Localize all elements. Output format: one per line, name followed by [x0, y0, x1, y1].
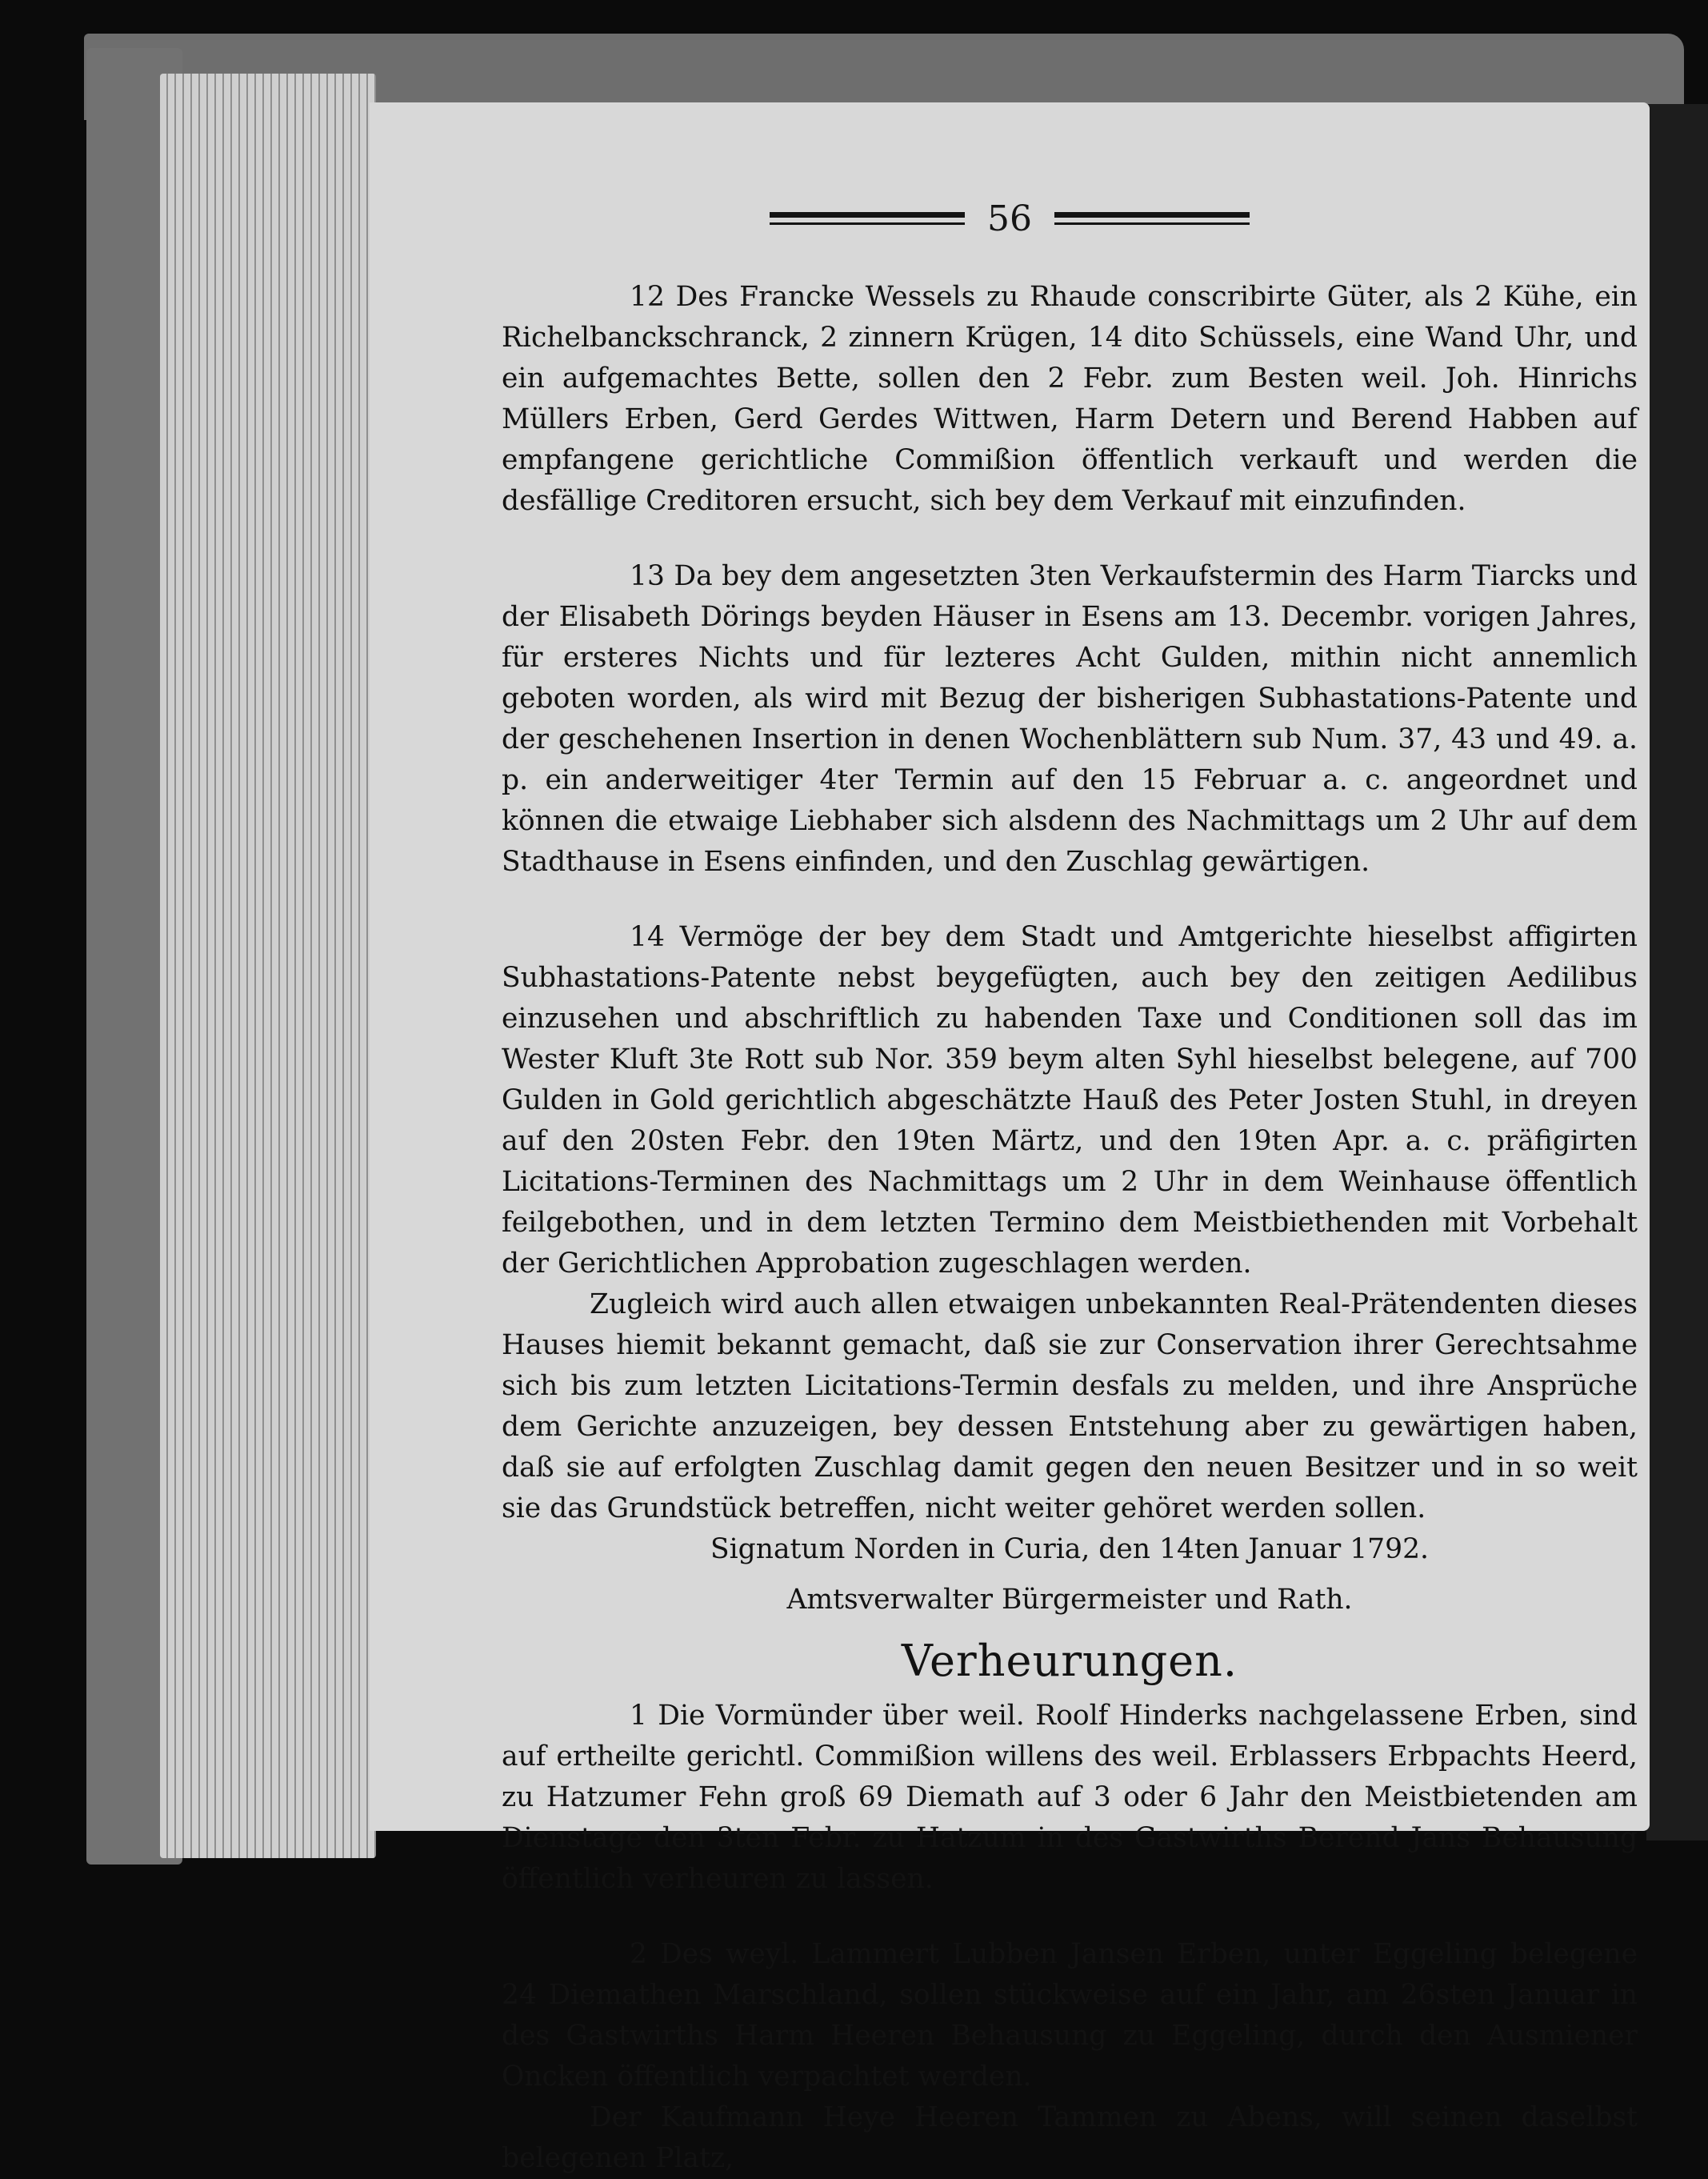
- lease-notice-2: 2 Des weyl. Lammert Lubben Jansen Erben, unter Eggeling belegene 24 Diemathen Marschland, sollen stückweise auf ein Jahr, am 26sten Januar in des Gastwirths Harm Heeren Behausung zu Eggeling, durch den Ausmiener Oncken öffentlich verpachtet werden.: [502, 1938, 1638, 2093]
- signature-line: Signatum Norden in Curia, den 14ten Januar 1792.: [710, 1533, 1429, 1565]
- notice-14-continuation: Zugleich wird auch allen etwaigen unbekannten Real-Prätendenten dieses Hauses hiemit bekannt gemacht, daß sie zur Conservation ihrer Gerechtsahme sich bis zum letzten Licitations-Termin desfals zu melden, und ihre Ansprüche dem Gerichte anzuzeigen, bey dessen Entstehung aber zu gewärtigen haben, daß sie auf erfolgten Zuschlag damit gegen den neuen Besitzer und in so weit sie das Grundstück betreffen, nicht weiter gehöret werden sollen.: [502, 1288, 1638, 1524]
- notice-13: 13 Da bey dem angesetzten 3ten Verkaufstermin des Harm Tiarcks und der Elisabeth Dörings beyden Häuser in Esens am 13. Decembr. vorigen Jahres, für ersteres Nichts und für lezteres Acht Gulden, mithin nicht annemlich geboten worden, als wird mit Bezug der bisherigen Subhastations-Patente und der geschehenen Insertion in denen Wochenblättern sub Num. 37, 43 und 49. a. p. ein anderweitiger 4ter Termin auf den 15 Februar a. c. angeordnet und können die etwaige Liebhaber sich alsdenn des Nachmittags um 2 Uhr auf dem Stadthause in Esens einfinden, und den Zuschlag gewärtigen.: [502, 560, 1638, 878]
- lease-notice-3: Der Kaufmann Heye Heeren Tammen zu Abens, will seinen daselbst belegenen Platz,: [502, 2101, 1638, 2174]
- header-rule-left: [770, 212, 965, 225]
- notice-14: 14 Vermöge der bey dem Stadt und Amtgerichte hieselbst affigirten Subhastations-Patente nebst beygefügten, auch bey den zeitigen Aedilibus einzusehen und abschriftlich zu habenden Taxe und Conditionen soll das im Wester Kluft 3te Rott sub Nor. 359 beym alten Syhl hieselbst belegene, auf 700 Gulden in Gold gerichtlich abgeschätzte Hauß des Peter Josten Stuhl, in dreyen auf den 20sten Febr. den 19ten Märtz, und den 19ten Apr. a. c. präfigirten Licitations-Terminen des Nachmittags um 2 Uhr in dem Weinhause öffentlich feilgebothen, und in dem letzten Termino dem Meistbiethenden mit Vorbehalt der Gerichtlichen Approbation zugeschlagen werden.: [502, 921, 1638, 1280]
- notice-12: 12 Des Francke Wessels zu Rhaude conscribirte Güter, als 2 Kühe, ein Richelbanckschranck, 2 zinnern Krügen, 14 dito Schüssels, eine Wand Uhr, und ein aufgemachtes Bette, sollen den 2 Febr. zum Besten weil. Joh. Hinrichs Müllers Erben, Gerd Gerdes Wittwen, Harm Detern und Berend Habben auf empfangene gerichtliche Commißion öffentlich verkauft und werden die desfällige Creditoren ersucht, sich bey dem Verkauf mit einzufinden.: [502, 281, 1638, 517]
- facing-page-edge: [1646, 104, 1708, 1841]
- page-header: [770, 190, 1250, 246]
- page-number: 56: [987, 198, 1032, 239]
- page-text: [502, 277, 1638, 2179]
- page-edges: [160, 74, 376, 1858]
- authority-line: Amtsverwalter Bürgermeister und Rath.: [786, 1584, 1353, 1616]
- section-heading: Verheurungen.: [901, 1636, 1238, 1686]
- header-rule-right: [1054, 212, 1250, 225]
- book-page: [370, 102, 1650, 2174]
- lease-notice-1: 1 Die Vormünder über weil. Roolf Hinderks nachgelassene Erben, sind auf ertheilte gerichtl. Commißion willens des weil. Erblassers Erbpachts Heerd, zu Hatzumer Fehn groß 69 Diemath auf 3 oder 6 Jahr den Meistbietenden am Dienstage den 3ten Febr. zu Hatzum in des Gastwirths Berend Jans Behausung öffentlich verheuren zu lassen.: [502, 1700, 1638, 1895]
